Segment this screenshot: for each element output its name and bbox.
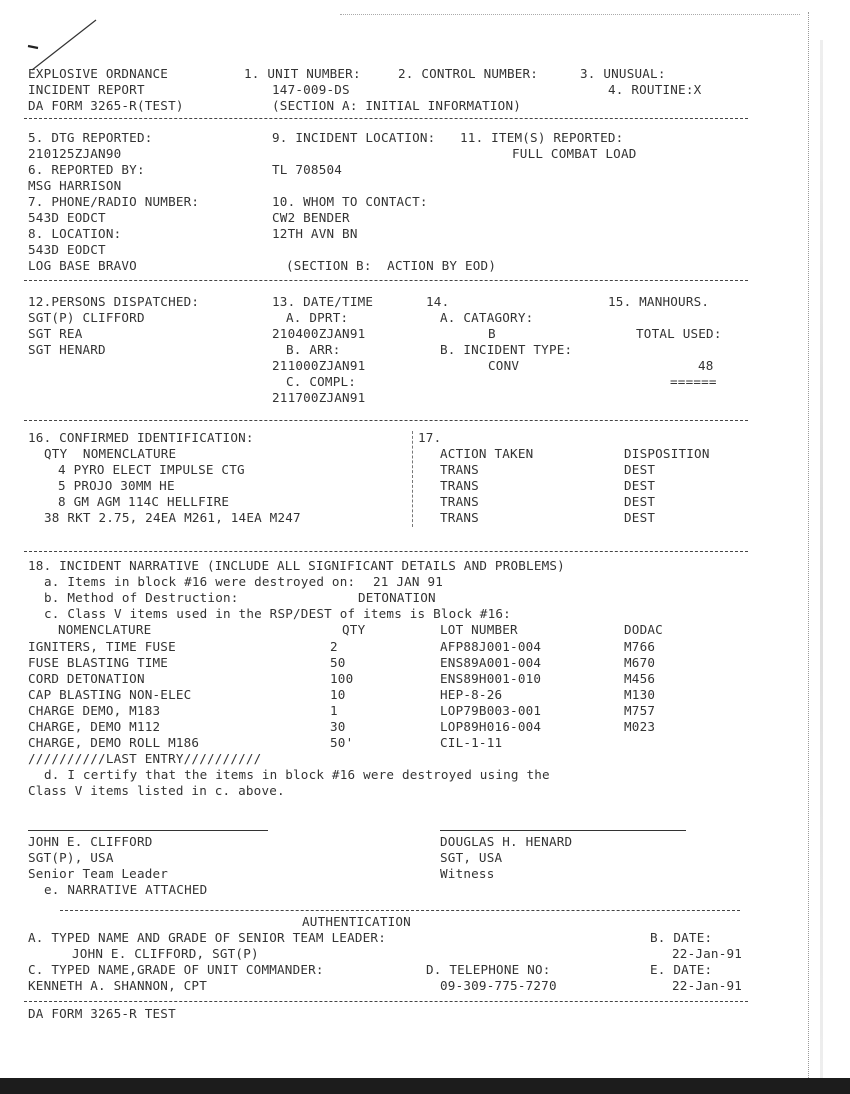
last-entry-marker: //////////LAST ENTRY////////// (28, 751, 262, 766)
person-3: SGT HENARD (28, 342, 106, 357)
unit-commander-value: KENNETH A. SHANNON, CPT (28, 978, 207, 993)
disposition-header: DISPOSITION (624, 446, 710, 461)
page-edge-line (808, 12, 810, 1082)
total-used-value: 48 (698, 358, 714, 373)
date-b-value: 22-Jan-91 (672, 946, 743, 961)
class-v-nomenclature: CHARGE DEMO, M183 (28, 703, 161, 718)
class-v-dodac: M023 (624, 719, 656, 734)
category-label: A. CATAGORY: (440, 310, 534, 325)
manhours-label: 15. MANHOURS. (608, 294, 710, 309)
class-v-qty: 1 (330, 703, 338, 718)
identified-item: 38 RKT 2.75, 24EA M261, 14EA M247 (44, 510, 301, 525)
complete-value: 211700ZJAN91 (272, 390, 366, 405)
divider-2 (24, 280, 748, 281)
control-number-label: 2. CONTROL NUMBER: (398, 66, 539, 81)
certification-line-2: Class V items listed in c. above. (28, 783, 285, 798)
form-title-line2: INCIDENT REPORT (28, 82, 145, 97)
divider-4 (24, 551, 748, 552)
divider-1 (24, 118, 748, 119)
whom-to-contact-name: CW2 BENDER (272, 210, 350, 225)
total-underline: ====== (670, 374, 717, 389)
block-17-label: 17. (418, 430, 442, 445)
method-label: b. Method of Destruction: (44, 590, 239, 605)
category-value: B (488, 326, 496, 341)
incident-narrative-title: 18. INCIDENT NARRATIVE (INCLUDE ALL SIGNIFICANT DETAILS AND PROBLEMS) (28, 558, 565, 573)
phone-radio-value: 543D EODCT (28, 210, 106, 225)
section-16-17-divider (412, 431, 413, 527)
incident-type-label: B. INCIDENT TYPE: (440, 342, 573, 357)
phone-radio-label: 7. PHONE/RADIO NUMBER: (28, 194, 200, 209)
senior-leader-label: A. TYPED NAME AND GRADE OF SENIOR TEAM LEADER: (28, 930, 386, 945)
arrive-value: 211000ZJAN91 (272, 358, 366, 373)
signature-line-left (28, 830, 268, 831)
form-title-line1: EXPLOSIVE ORDNANCE (28, 66, 169, 81)
unusual-label: 3. UNUSUAL: (580, 66, 666, 81)
class-v-nomenclature: IGNITERS, TIME FUSE (28, 639, 176, 654)
reported-by-label: 6. REPORTED BY: (28, 162, 145, 177)
action-taken: TRANS (440, 462, 479, 477)
telephone-value: 09-309-775-7270 (440, 978, 557, 993)
class-v-nomenclature: FUSE BLASTING TIME (28, 655, 169, 670)
date-time-label: 13. DATE/TIME (272, 294, 374, 309)
class-v-lot: LOP79B003-001 (440, 703, 542, 718)
divider-3 (24, 420, 748, 421)
destroyed-on-label: a. Items in block #16 were destroyed on: (44, 574, 356, 589)
class-v-nomenclature: CHARGE, DEMO ROLL M186 (28, 735, 200, 750)
class-v-qty: 50' (330, 735, 354, 750)
items-reported-label: 11. ITEM(S) REPORTED: (460, 130, 624, 145)
class-v-dodac: M670 (624, 655, 656, 670)
identified-item: 8 GM AGM 114C HELLFIRE (58, 494, 230, 509)
identified-item: 4 PYRO ELECT IMPULSE CTG (58, 462, 245, 477)
signer-role-left: Senior Team Leader (28, 866, 169, 881)
certification-line-1: d. I certify that the items in block #16 were destroyed using the (44, 767, 550, 782)
confirmed-identification-label: 16. CONFIRMED IDENTIFICATION: (28, 430, 254, 445)
senior-leader-value: JOHN E. CLIFFORD, SGT(P) (72, 946, 259, 961)
routine-label: 4. ROUTINE:X (608, 82, 702, 97)
class-v-dodac: M766 (624, 639, 656, 654)
class-v-dodac: M130 (624, 687, 656, 702)
signer-rank-right: SGT, USA (440, 850, 503, 865)
date-b-label: B. DATE: (650, 930, 713, 945)
signer-role-right: Witness (440, 866, 495, 881)
section-b-heading: (SECTION B: ACTION BY EOD) (286, 258, 497, 273)
location-label: 8. LOCATION: (28, 226, 122, 241)
faint-top-rule (340, 14, 800, 15)
class-v-lot: ENS89H001-010 (440, 671, 542, 686)
class-v-lot: AFP88J001-004 (440, 639, 542, 654)
class-v-qty: 50 (330, 655, 346, 670)
incident-type-value: CONV (488, 358, 520, 373)
person-1: SGT(P) CLIFFORD (28, 310, 145, 325)
date-e-value: 22-Jan-91 (672, 978, 743, 993)
divider-6 (24, 1001, 748, 1002)
page-edge-shadow (820, 40, 823, 1080)
divider-5 (60, 910, 740, 911)
arrive-label: B. ARR: (286, 342, 341, 357)
signature-line-right (440, 830, 686, 831)
class-v-dodac: M456 (624, 671, 656, 686)
class-v-qty: 2 (330, 639, 338, 654)
class-v-qty: 10 (330, 687, 346, 702)
class-v-lot: CIL-1-11 (440, 735, 503, 750)
form-number: DA FORM 3265-R(TEST) (28, 98, 184, 113)
complete-label: C. COMPL: (286, 374, 357, 389)
action-taken: TRANS (440, 494, 479, 509)
identified-item: 5 PROJO 30MM HE (58, 478, 175, 493)
action-taken: TRANS (440, 478, 479, 493)
unit-number-value: 147-009-DS (272, 82, 350, 97)
depart-value: 210400ZJAN91 (272, 326, 366, 341)
section-a-heading: (SECTION A: INITIAL INFORMATION) (272, 98, 522, 113)
signer-rank-left: SGT(P), USA (28, 850, 114, 865)
disposition: DEST (624, 510, 656, 525)
signer-name-left: JOHN E. CLIFFORD (28, 834, 153, 849)
location-value-1: 543D EODCT (28, 242, 106, 257)
class-v-nomenclature: CHARGE, DEMO M112 (28, 719, 161, 734)
telephone-label: D. TELEPHONE NO: (426, 962, 551, 977)
handwritten-slash-mark (24, 18, 99, 73)
col-qty: QTY (342, 622, 366, 637)
class-v-lot: HEP-8-26 (440, 687, 503, 702)
class-v-nomenclature: CAP BLASTING NON-ELEC (28, 687, 192, 702)
col-nomenclature: NOMENCLATURE (58, 622, 152, 637)
scan-bottom-edge (0, 1078, 850, 1094)
class-v-dodac: M757 (624, 703, 656, 718)
disposition: DEST (624, 462, 656, 477)
location-value-2: LOG BASE BRAVO (28, 258, 137, 273)
class-v-label: c. Class V items used in the RSP/DEST of items is Block #16: (44, 606, 511, 621)
depart-label: A. DPRT: (286, 310, 349, 325)
disposition: DEST (624, 478, 656, 493)
dtg-reported-value: 210125ZJAN90 (28, 146, 122, 161)
unit-commander-label: C. TYPED NAME,GRADE OF UNIT COMMANDER: (28, 962, 324, 977)
footer-form-number: DA FORM 3265-R TEST (28, 1006, 176, 1021)
unit-number-label: 1. UNIT NUMBER: (244, 66, 361, 81)
date-e-label: E. DATE: (650, 962, 713, 977)
class-v-lot: LOP89H016-004 (440, 719, 542, 734)
dtg-reported-label: 5. DTG REPORTED: (28, 130, 153, 145)
col-lot-number: LOT NUMBER (440, 622, 518, 637)
block-14-label: 14. (426, 294, 450, 309)
class-v-qty: 100 (330, 671, 354, 686)
incident-location-label: 9. INCIDENT LOCATION: (272, 130, 436, 145)
incident-location-value: TL 708504 (272, 162, 343, 177)
disposition: DEST (624, 494, 656, 509)
class-v-qty: 30 (330, 719, 346, 734)
method-value: DETONATION (358, 590, 436, 605)
items-reported-value: FULL COMBAT LOAD (512, 146, 637, 161)
destroyed-on-value: 21 JAN 91 (373, 574, 444, 589)
whom-to-contact-unit: 12TH AVN BN (272, 226, 358, 241)
class-v-nomenclature: CORD DETONATION (28, 671, 145, 686)
class-v-lot: ENS89A001-004 (440, 655, 542, 670)
person-2: SGT REA (28, 326, 83, 341)
reported-by-value: MSG HARRISON (28, 178, 122, 193)
action-taken: TRANS (440, 510, 479, 525)
signer-name-right: DOUGLAS H. HENARD (440, 834, 573, 849)
authentication-title: AUTHENTICATION (302, 914, 411, 929)
col-dodac: DODAC (624, 622, 663, 637)
total-used-label: TOTAL USED: (636, 326, 722, 341)
action-taken-header: ACTION TAKEN (440, 446, 534, 461)
whom-to-contact-label: 10. WHOM TO CONTACT: (272, 194, 428, 209)
qty-nomenclature-header: QTY NOMENCLATURE (44, 446, 177, 461)
narrative-attached: e. NARRATIVE ATTACHED (44, 882, 208, 897)
persons-dispatched-label: 12.PERSONS DISPATCHED: (28, 294, 200, 309)
